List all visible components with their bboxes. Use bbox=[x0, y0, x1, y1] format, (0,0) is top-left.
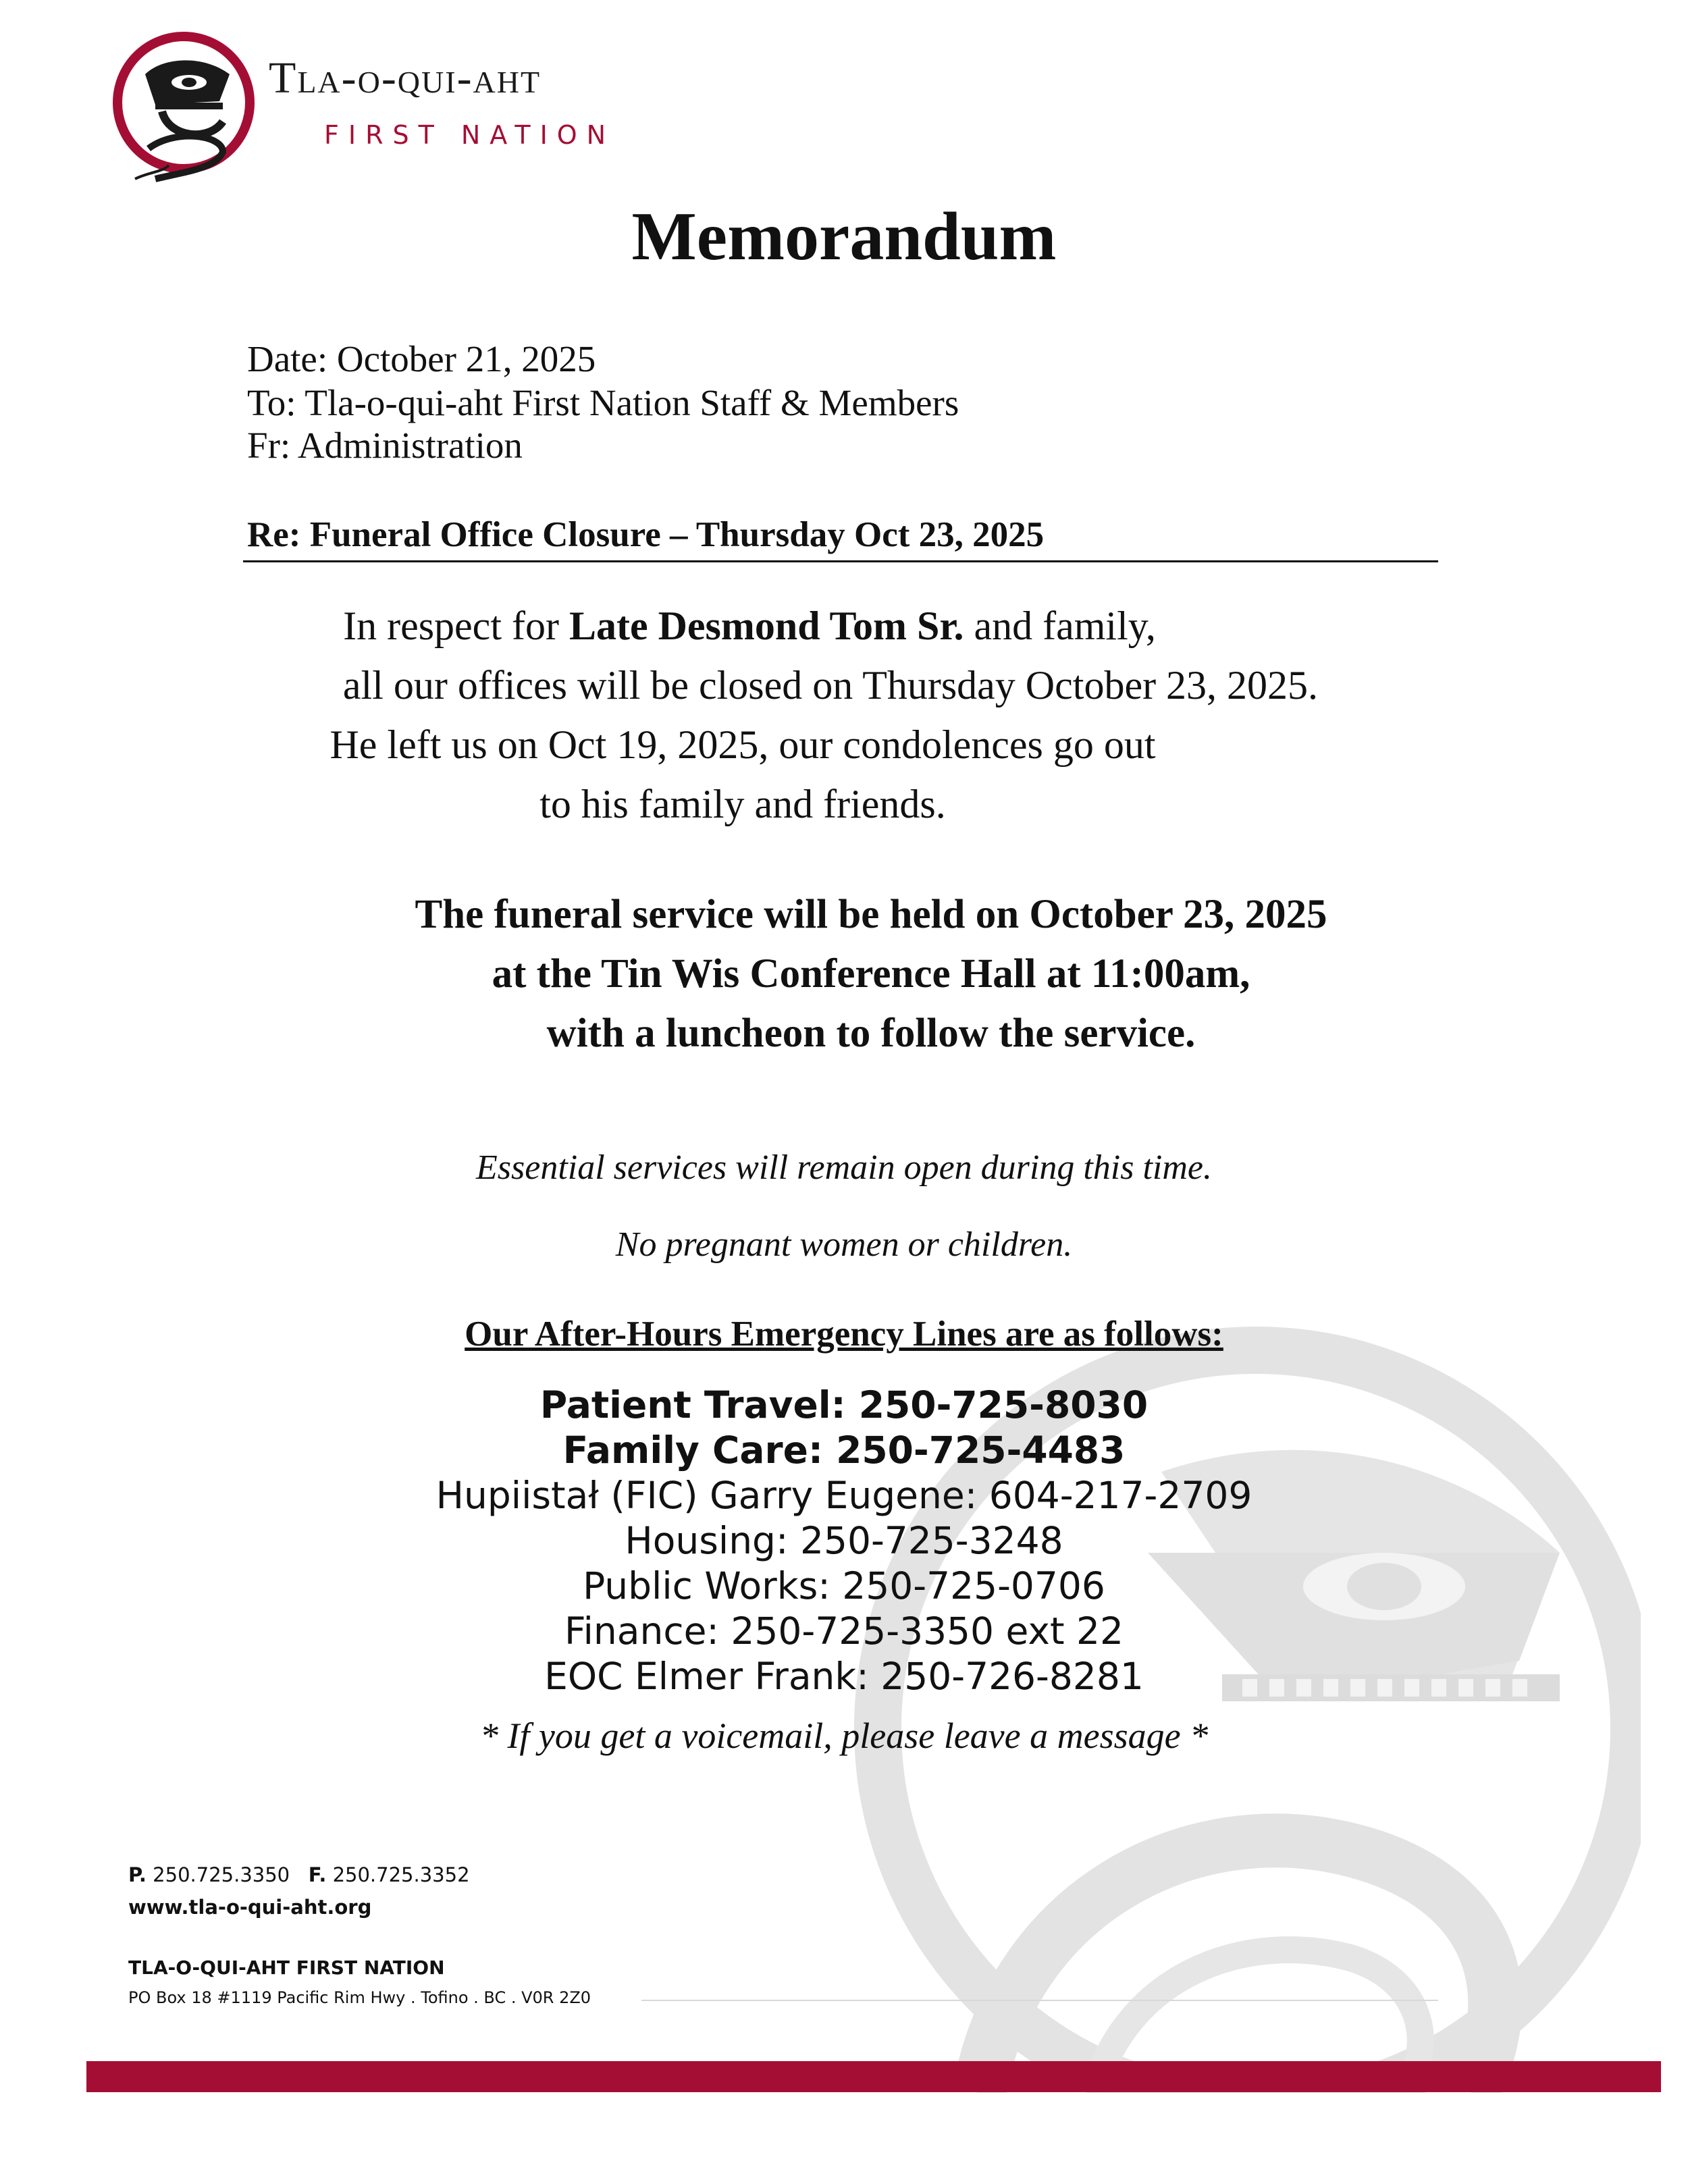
emergency-line: Finance: 250-725-3350 ext 22 bbox=[564, 1609, 1124, 1653]
service-line-2: at the Tin Wis Conference Hall at 11:00am, bbox=[492, 951, 1250, 996]
essential-services-note: Essential services will remain open during this time. bbox=[476, 1148, 1212, 1187]
service-line-3: with a luncheon to follow the service. bbox=[546, 1011, 1196, 1056]
emergency-line: Patient Travel: 250-725-8030 bbox=[539, 1383, 1149, 1427]
announcement-prefix: In respect for bbox=[343, 604, 569, 648]
fax-number: 250.725.3352 bbox=[332, 1863, 470, 1886]
fax-label: F. bbox=[308, 1863, 327, 1886]
emergency-line: EOC Elmer Frank: 250-726-8281 bbox=[544, 1655, 1144, 1698]
memo-from: Fr: Administration bbox=[247, 425, 523, 466]
phone-number: 250.725.3350 bbox=[153, 1863, 290, 1886]
memo-date: Date: October 21, 2025 bbox=[247, 338, 596, 379]
announcement-line-2: all our offices will be closed on Thursday October 23, 2025. bbox=[342, 663, 1319, 708]
emergency-heading: Our After-Hours Emergency Lines are as follows: bbox=[465, 1314, 1223, 1354]
emergency-line: Public Works: 250-725-0706 bbox=[583, 1564, 1105, 1607]
footer-phone-fax bbox=[128, 1863, 470, 1886]
emergency-line: Hupiistał (FIC) Garry Eugene: 604-217-2709 bbox=[436, 1474, 1252, 1517]
announcement-line-4: to his family and friends. bbox=[539, 782, 946, 826]
pregnant-note: No pregnant women or children. bbox=[615, 1225, 1073, 1264]
service-line-1: The funeral service will be held on October 23, 2025 bbox=[415, 892, 1327, 937]
phone-label: P. bbox=[128, 1863, 147, 1886]
footer-org-name: TLA-O-QUI-AHT FIRST NATION bbox=[128, 1956, 445, 1979]
page-title: Memorandum bbox=[631, 198, 1057, 275]
announcement-suffix: and family, bbox=[964, 604, 1156, 648]
voicemail-note: * If you get a voicemail, please leave a message * bbox=[479, 1715, 1209, 1756]
footer-website-link[interactable]: www.tla-o-qui-aht.org bbox=[128, 1896, 372, 1919]
footer-address: PO Box 18 #1119 Pacific Rim Hwy . Tofino . BC . V0R 2Z0 bbox=[128, 1988, 591, 2007]
memo-subject: Re: Funeral Office Closure – Thursday Oct 23, 2025 bbox=[247, 515, 1045, 554]
footer-divider bbox=[641, 2000, 1438, 2001]
org-name: Tla-o-qui-aht bbox=[269, 53, 542, 103]
emergency-line: Housing: 250-725-3248 bbox=[625, 1519, 1063, 1562]
footer-brand-bar bbox=[86, 2061, 1661, 2092]
announcement-line-1 bbox=[0, 603, 1593, 649]
announcement-line-3: He left us on Oct 19, 2025, our condolences go out bbox=[329, 722, 1156, 767]
tla-o-qui-aht-logo-icon bbox=[108, 27, 260, 186]
subject-divider bbox=[243, 560, 1438, 562]
memo-to: To: Tla-o-qui-aht First Nation Staff & Members bbox=[247, 382, 959, 423]
emergency-line: Family Care: 250-725-4483 bbox=[562, 1429, 1126, 1472]
deceased-name: Late Desmond Tom Sr. bbox=[569, 604, 964, 648]
org-subtitle: FIRST NATION bbox=[324, 120, 616, 150]
